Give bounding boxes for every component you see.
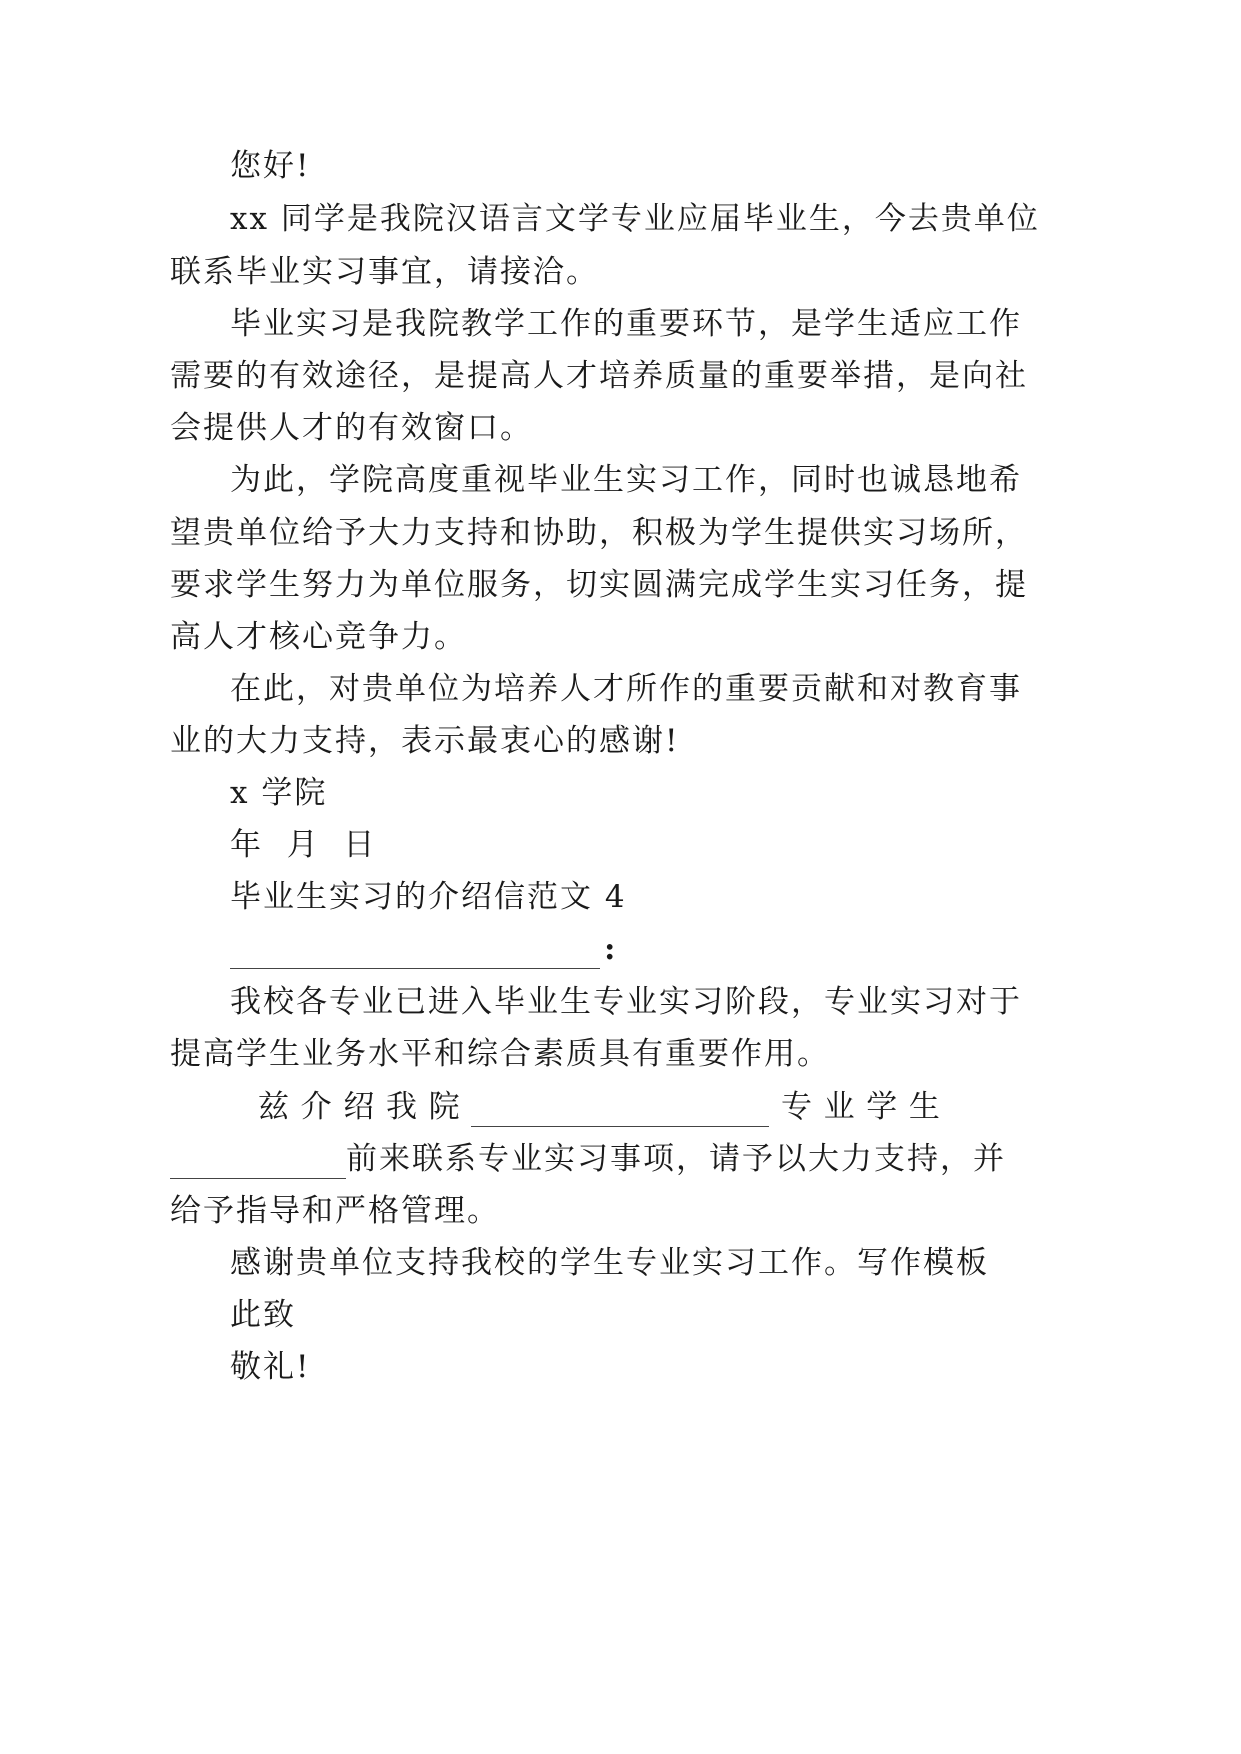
greeting: 您好! <box>230 148 311 184</box>
section-paragraph-1-line-2: 提高学生业务水平和综合素质具有重要作用。 <box>170 1036 830 1072</box>
date-line: 年 月 日 <box>230 827 377 863</box>
paragraph-2-line-2: 需要的有效途径，是提高人才培养质量的重要举措，是向社 <box>170 358 1028 394</box>
intro-word: 介 <box>300 1089 332 1125</box>
paragraph-2-line-3: 会提供人才的有效窗口。 <box>170 410 533 446</box>
intro-word: 专 <box>780 1089 812 1125</box>
salutation-colon: : <box>604 931 618 967</box>
salutation-blank <box>230 938 600 969</box>
intro-word: 学 <box>866 1089 898 1125</box>
paragraph-1-line-1: xx 同学是我院汉语言文学专业应届毕业生，今去贵单位 <box>230 201 1040 237</box>
salutation-line <box>230 929 617 969</box>
section-paragraph-2-line-1 <box>258 1087 940 1127</box>
paragraph-4-line-1: 在此，对贵单位为培养人才所作的重要贡献和对教育事 <box>230 671 1022 707</box>
section-paragraph-3: 感谢贵单位支持我校的学生专业实习工作。写作模板 <box>230 1245 989 1281</box>
major-blank <box>471 1096 769 1127</box>
intro-word: 院 <box>428 1089 460 1125</box>
paragraph-3-line-2: 望贵单位给予大力支持和协助，积极为学生提供实习场所， <box>170 515 1028 551</box>
intro-word: 业 <box>823 1089 855 1125</box>
paragraph-2-line-1: 毕业实习是我院教学工作的重要环节，是学生适应工作 <box>230 306 1022 342</box>
intro-word: 兹 <box>258 1089 289 1125</box>
student-name-blank <box>170 1148 346 1179</box>
signature: x 学院 <box>230 775 328 811</box>
intro-word: 我 <box>385 1089 417 1125</box>
paragraph-3-line-4: 高人才核心竞争力。 <box>170 619 467 655</box>
closing-line-2: 敬礼! <box>230 1349 311 1385</box>
paragraph-4-line-2: 业的大力支持，表示最衷心的感谢! <box>170 723 680 759</box>
paragraph-3-line-3: 要求学生努力为单位服务，切实圆满完成学生实习任务，提 <box>170 567 1028 603</box>
closing-line-1: 此致 <box>230 1297 296 1333</box>
paragraph-1-line-2: 联系毕业实习事宜，请接洽。 <box>170 254 599 290</box>
paragraph-3-line-1: 为此，学院高度重视毕业生实习工作，同时也诚恳地希 <box>230 462 1022 498</box>
section-paragraph-2-line-3: 给予指导和严格管理。 <box>170 1193 500 1229</box>
section-paragraph-1-line-1: 我校各专业已进入毕业生专业实习阶段，专业实习对于 <box>230 984 1022 1020</box>
section-title: 毕业生实习的介绍信范文 4 <box>230 879 627 915</box>
intro-word: 绍 <box>343 1089 375 1125</box>
intro-word: 生 <box>908 1089 940 1125</box>
section-paragraph-2-line-2 <box>170 1139 1006 1179</box>
section-paragraph-2-line-2-text: 前来联系专业实习事项，请予以大力支持，并 <box>346 1141 1006 1177</box>
